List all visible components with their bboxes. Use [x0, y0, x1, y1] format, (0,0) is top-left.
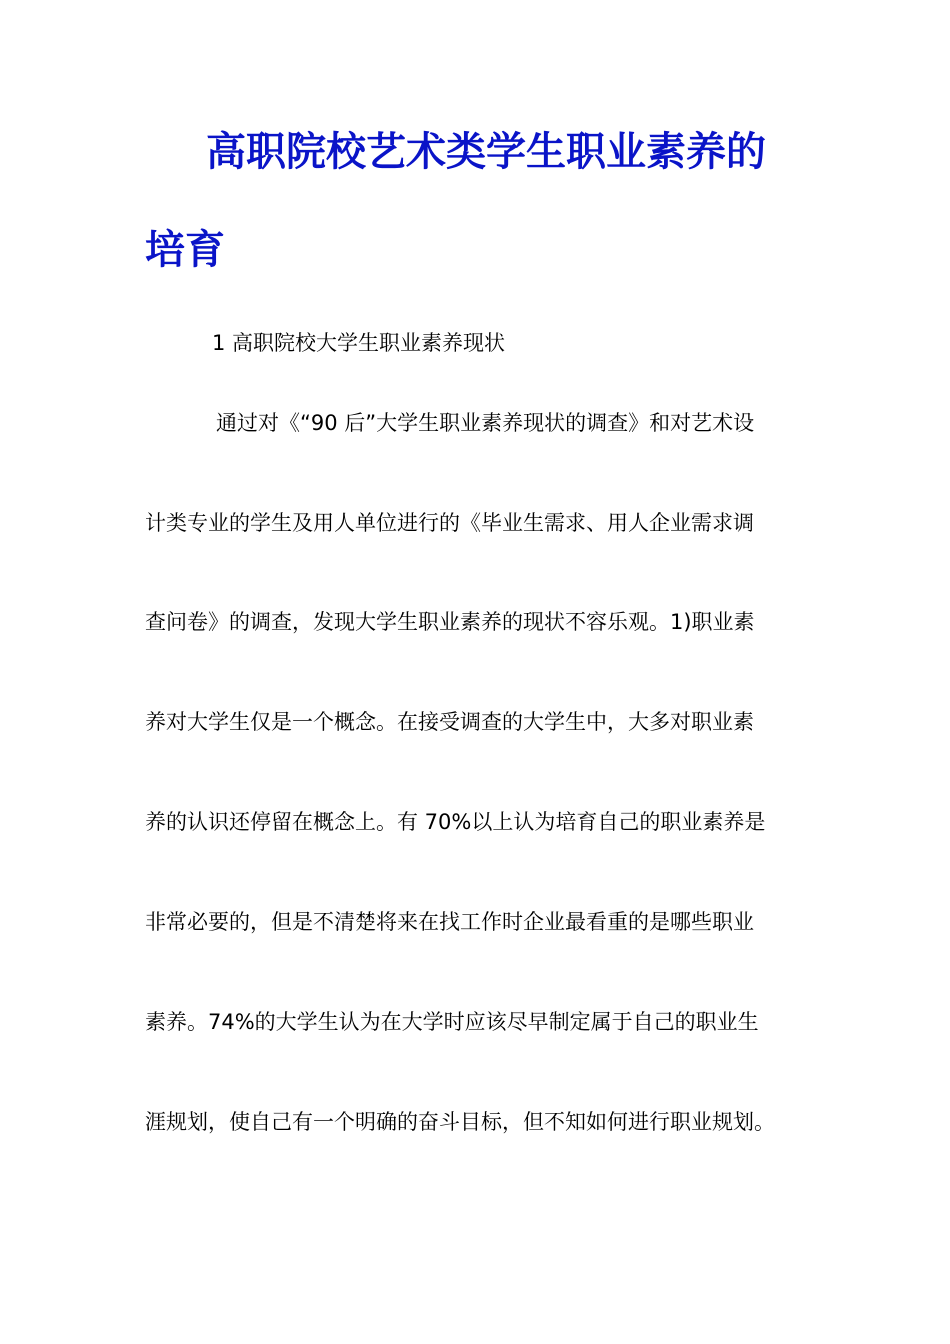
paragraph-line: 计类专业的学生及用人单位进行的《毕业生需求、用人企业需求调: [145, 511, 754, 535]
section-heading: 1 高职院校大学生职业素养现状: [212, 331, 506, 355]
paragraph-line: 通过对《“90 后”大学生职业素养现状的调查》和对艺术设: [216, 411, 755, 435]
paragraph-line: 养的认识还停留在概念上。有 70%以上认为培育自己的职业素养是: [145, 810, 766, 834]
document-title-line-2: 培育: [145, 226, 225, 273]
paragraph-line: 查问卷》的调查，发现大学生职业素养的现状不容乐观。1)职业素: [145, 610, 755, 634]
paragraph-line: 养对大学生仅是一个概念。在接受调查的大学生中，大多对职业素: [145, 710, 754, 734]
paragraph-line: 非常必要的，但是不清楚将来在找工作时企业最看重的是哪些职业: [145, 910, 754, 934]
paragraph-line: 涯规划，使自己有一个明确的奋斗目标，但不知如何进行职业规划。: [145, 1110, 775, 1134]
document-title-line-1: 高职院校艺术类学生职业素养的: [206, 128, 766, 175]
paragraph-line: 素养。74%的大学生认为在大学时应该尽早制定属于自己的职业生: [145, 1010, 759, 1034]
